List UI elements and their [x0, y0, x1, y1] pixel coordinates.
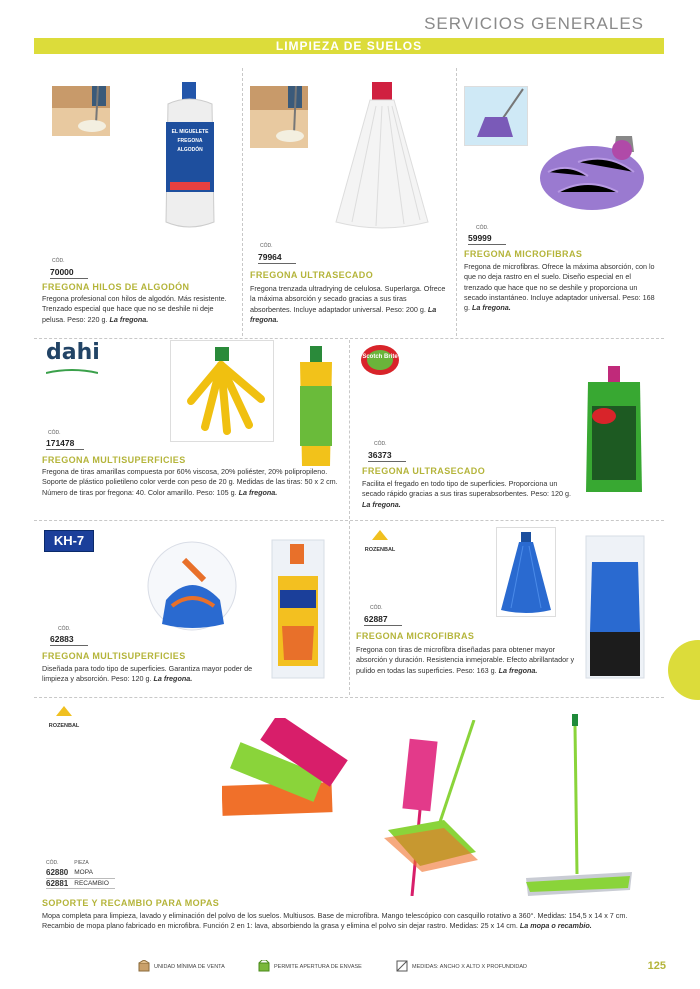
mop-upright-image [522, 712, 634, 898]
brand-swoosh-icon [46, 362, 98, 368]
footer-legend-unit: UNIDAD MÍNIMA DE VENTA [138, 960, 225, 974]
product-description: Mopa completa para limpieza, lavado y eliminación del polvo de los suelos. Multiusos. Base de microfibra. Mango telescópico con casquillo rotativo a 360°. Medidas: 154,5 x 14 x 7 cm. Recambio de mopa plano fabricado en microfibra. Función 2 en 1: lava, absorbiendo la grasa y elimina el polvo sin dejar rastro. Medidas: 25 x 14 cm. La mopa o recambio. [42, 911, 628, 931]
mop-label-line: ALGODÓN [177, 147, 203, 153]
footer-legend-dims: MEDIDAS: ANCHO X ALTO X PROFUNDIDAD [396, 960, 527, 974]
section-band [34, 38, 664, 54]
code-label: CÓD. [374, 441, 387, 447]
section-title: LIMPIEZA DE SUELOS [275, 39, 423, 53]
product-code: 62883 [50, 634, 88, 646]
product-description: Fregona de tiras amarillas compuesta por 60% viscosa, 20% poliéster, 20% polipropileno. Soporte de plástico polietileno color verde con peso de 20 g. Medidas de las tiras: 50 x 2 cm. Número de tiras por fregona: 40. Color amarillo. Peso: 105 g. La fregona. [42, 467, 338, 497]
kh7-mop-package-image [268, 536, 328, 682]
mop-refill-pads-image [222, 718, 348, 822]
brand-logo-rozenbal: ROZENBAL [358, 528, 402, 552]
yellow-mop-package-image [296, 346, 336, 468]
section-tab-marker [668, 640, 700, 700]
open-package-icon [258, 960, 270, 974]
code-label: CÓD. [58, 626, 71, 632]
product-title: FREGONA MICROFIBRAS [356, 631, 475, 641]
product-description: Diseñada para todo tipo de superficies. Garantiza mayor poder de limpieza y absorción. Peso: 120 g. La fregona. [42, 664, 253, 684]
microfiber-mop-image [538, 132, 646, 218]
product-title: FREGONA HILOS DE ALGODÓN [42, 282, 190, 292]
product-title: FREGONA MICROFIBRAS [464, 249, 583, 259]
product-title: FREGONA MULTISUPERFICIES [42, 651, 186, 661]
product-title: FREGONA ULTRASECADO [362, 466, 486, 476]
product-description: Fregona trenzada ultradrying de celulosa. Superlarga. Ofrece la máxima absorción y secado gracias a sus tiras absorbentes. Incluye adaptador universal. Peso: 200 g. La fregona. [250, 284, 446, 324]
brand-logo-scotch-brite: Scotch Brite [360, 344, 400, 376]
product-code: 171478 [46, 438, 84, 450]
product-title: FREGONA ULTRASECADO [250, 270, 374, 280]
divider [34, 338, 664, 339]
divider [34, 520, 664, 521]
mop-floor-image [384, 720, 480, 896]
page-number: 125 [647, 960, 666, 972]
cotton-mop-image [160, 82, 220, 232]
mop-label-line: FREGONA [177, 138, 203, 144]
kh7-mop-image [144, 540, 240, 632]
mop-label-line: EL MIGUELETE [171, 129, 209, 135]
brand-logo-kh7: KH-7 [44, 530, 94, 552]
blue-mop-image [496, 527, 556, 617]
table-row: 62881 RECAMBIO [46, 878, 115, 888]
product-code: 59999 [468, 233, 506, 245]
product-title: SOPORTE Y RECAMBIO PARA MOPAS [42, 898, 220, 908]
column-header-code: CÓD. [46, 860, 59, 866]
product-usage-photo [464, 86, 528, 146]
table-row: 62880 MOPA [46, 868, 115, 878]
product-description: Facilita el fregado en todo tipo de superficies. Proporciona un secado rápido gracias a sus tiras superabsorbentes. Peso: 120 g. La fregona. [362, 479, 571, 509]
code-label: CÓD. [52, 258, 65, 264]
divider [242, 68, 243, 336]
brand-logo-dahi: dahi [46, 340, 100, 365]
code-label: CÓD. [260, 243, 273, 249]
divider [349, 340, 350, 695]
product-code: 79964 [258, 252, 296, 264]
green-mop-package-image [582, 366, 646, 496]
column-header-piece: PIEZA [74, 860, 89, 866]
mop-set-code-table [46, 858, 115, 889]
divider [456, 68, 457, 336]
page-header-title: SERVICIOS GENERALES [424, 14, 644, 33]
brand-logo-rozenbal: ROZENBAL [42, 704, 86, 728]
product-code: 62887 [364, 614, 402, 626]
product-description: Fregona de microfibras. Ofrece la máxima absorción, con lo que no deja rastro en el suelo. Diseño especial en el trenzado que hace que no se deshile y proporciona un secado instantáneo. Incluye adaptador universal. Peso: 168 g. La fregona. [464, 262, 655, 313]
yellow-mop-image [170, 340, 274, 442]
product-usage-photo [250, 86, 308, 148]
product-usage-photo [52, 86, 110, 136]
divider [34, 697, 664, 698]
code-label: CÓD. [476, 225, 489, 231]
product-title: FREGONA MULTISUPERFICIES [42, 455, 186, 465]
ultradry-mop-image [332, 82, 432, 232]
code-label: CÓD. [370, 605, 383, 611]
dimensions-icon [396, 960, 408, 974]
code-label: CÓD. [48, 430, 61, 436]
footer-legend-open: PERMITE APERTURA DE ENVASE [258, 960, 362, 974]
product-code: 36373 [368, 450, 406, 462]
product-code: 70000 [50, 267, 88, 279]
box-icon [138, 960, 150, 974]
product-description: Fregona con tiras de microfibra diseñadas para obtener mayor absorción y duración. Resistencia inmejorable. Efecto abrillantador y pulido en todas las superficies. Peso: 163 g. La fregona. [356, 645, 575, 675]
product-description: Fregona profesional con hilos de algodón. Más resistente. Trenzado especial que hace que no se deshile ni deje pelusa. Peso: 220 g. La fregona. [42, 294, 227, 324]
blue-mop-package-image [582, 532, 648, 682]
